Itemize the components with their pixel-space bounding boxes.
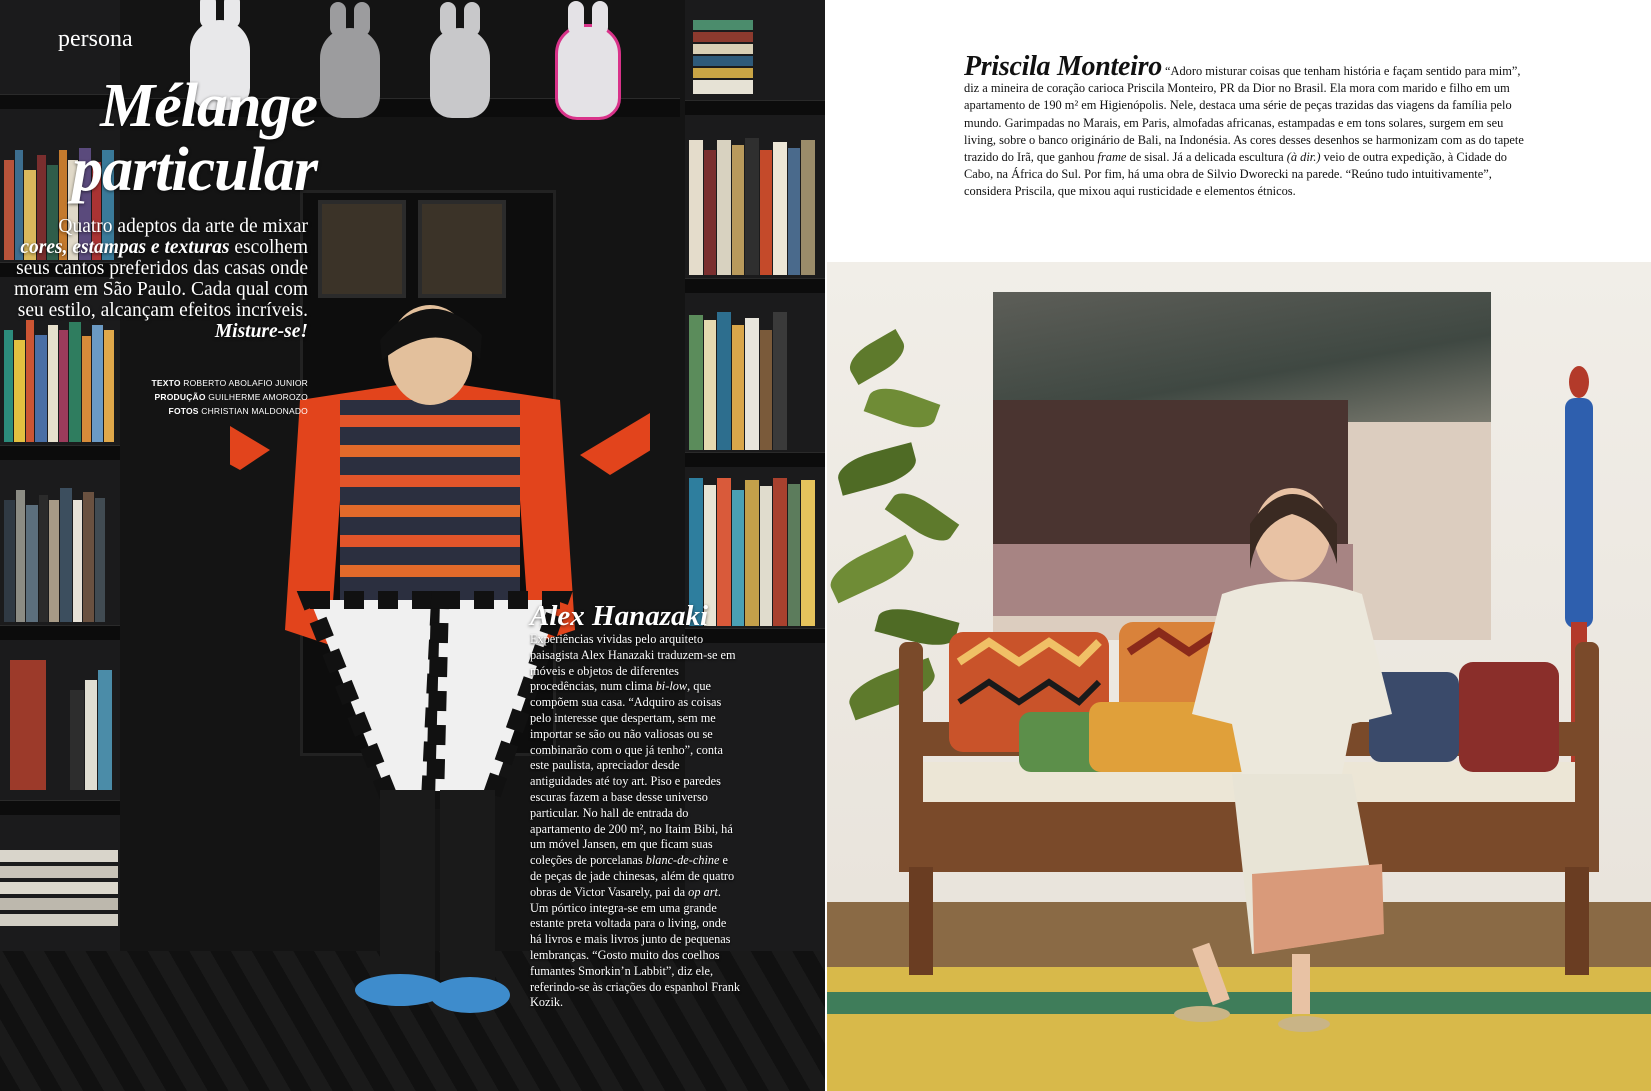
page-headline [72,74,317,202]
alex-text-1: Experiências vividas pelo arquiteto paisagista Alex Hanazaki traduzem-se em móveis e objetos de diferentes procedências, num clima [530,632,736,694]
priscila-text-2: de sisal. Já a delicada escultura [1126,150,1287,165]
toy-rabbit-silver [320,28,380,118]
left-page [0,0,825,1091]
alex-text-4: . Um pórtico integra-se em uma grande estante preta voltada para o living, onde há livros e mais livros junto de pequenas lembranças. “Gosto muito dos coelhos fumantes Smorkin’n Labbit”, diz ele, referindo-se às criações do espanhol Frank Kozik. [530,884,740,1010]
framed-picture [418,200,506,298]
credit-name: CHRISTIAN MALDONADO [201,406,308,416]
priscila-text-1: “Adoro misturar coisas que tenham história e façam sentido para mim”, diz a mineira de coração carioca Priscila Monteiro, PR da Dior no Brasil. Ela mora com marido e filho em um apartamento de 190 m² em Higienópolis. Nele, destaca uma série de peças trazidas das viagens da família pelo mundo. Garimpadas no Marais, em Paris, almofadas africanas, estampadas e em tons solares, surgem em seu living, sobre o banco originário de Bali, na Indonésia. As cores desses desenhos se harmonizam com as do tapete trazido do Irã, que ganhou [964,64,1524,165]
alex-emphasis-3: op art [688,884,718,899]
priscila-text-3: veio de outra expedição, à Cidade do Cabo, na África do Sul. Por fim, há uma obra de Silvio Dworecki na parede. “Reúno tudo intuitivamente”, considera Priscila, que mixou aqui rusticidade e elementos étnicos. [964,150,1507,199]
right-books [685,0,825,640]
alex-emphasis-1: bi-low [655,679,688,694]
credit-role: PRODUÇÃO [154,392,206,402]
alex-text-2: , que compõem sua casa. “Adquiro as coisas pelo interesse que despertam, sem me importar se são ou não valiosas ou se combinarão com o que já tenho”, conta este paulista, apreciador desde antiguidades até toy art. Piso e paredes escuras fazem a base desse universo particular. No hall de entrada do apartamento de 200 m², no Itaim Bibi, há um móvel Jansen, em que ficam suas coleções de porcelanas [530,679,733,868]
headline-line-2: particular [72,136,317,204]
section-label: persona [58,26,133,52]
credit-name: GUILHERME AMOROZO [208,392,308,402]
framed-picture [318,200,406,298]
living-room-photo [827,262,1651,1091]
credit-production [152,390,308,404]
alex-body-text [530,632,740,1011]
dek-standfirst [8,216,308,342]
dek-emphasis-1: cores, estampas e texturas [20,237,230,258]
alex-heading: Alex Hanazaki [530,600,709,632]
article-credits [152,376,308,418]
priscila-heading: Priscila Monteiro [964,51,1162,82]
credit-photos [152,404,308,418]
toy-rabbit-grey [430,28,490,118]
dek-text-1: Quatro adeptos da arte de mixar [58,216,308,237]
priscila-emphasis-1: frame [1097,150,1127,165]
credit-role: TEXTO [151,378,181,388]
credit-role: FOTOS [168,406,199,416]
toy-rabbit-colorful [555,24,621,120]
credit-name: ROBERTO ABOLAFIO JUNIOR [183,378,308,388]
priscila-text-block [964,51,1534,201]
alex-emphasis-2: blanc-de-chine [645,853,720,868]
dek-emphasis-2: Misture-se! [214,321,308,342]
credit-text [152,376,308,390]
alex-text-3: e de peças de jade chinesas, além de quatro obras de Victor Vasarely, pai da [530,853,735,899]
right-page [827,0,1651,1091]
headline-line-1: Mélange [100,72,317,140]
dek-text-2: escolhem seus cantos preferidos das casas onde moram em São Paulo. Cada qual com seu estilo, alcançam efeitos incríveis. [13,237,308,321]
priscila-emphasis-2: (à dir.) [1286,150,1321,165]
priscila-monteiro-figure [1132,474,1452,1034]
